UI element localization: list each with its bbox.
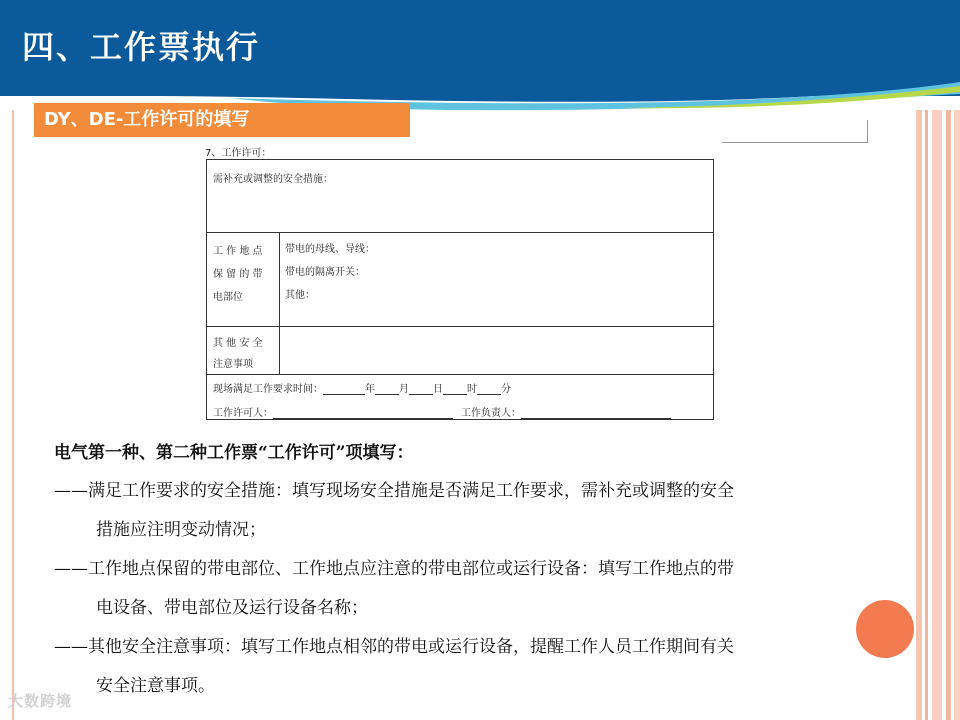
form-row2-right-2: 带电的隔离开关： (285, 267, 365, 278)
watermark: 大数跨境 (8, 692, 73, 710)
right-decor-stripes (916, 110, 960, 720)
form-unit-minute: 分 (501, 384, 511, 395)
item-1-line1: ——满足工作要求的安全措施：填写现场安全措施是否满足工作要求，需补充或调整的安全 (54, 481, 734, 501)
form-permit-label: 工作许可人： (213, 408, 273, 419)
item-3-line2: 安全注意事项。 (96, 676, 215, 696)
content-heading: 电气第一种、第二种工作票“工作许可”项填写： (54, 443, 414, 463)
form-table (206, 159, 714, 420)
form-leader-label: 工作负责人： (461, 408, 521, 419)
work-permit-form (200, 140, 720, 422)
form-row2-left-1: 工 作 地 点 (213, 246, 263, 257)
form-unit-day: 日 (433, 384, 443, 395)
item-2-line1: ——工作地点保留的带电部位、工作地点应注意的带电部位或运行设备：填写工作地点的带 (54, 559, 734, 579)
form-row2-right-3: 其他： (285, 290, 315, 301)
item-1-line2: 措施应注明变动情况； (96, 520, 266, 540)
form-row2-left-2: 保 留 的 带 (213, 269, 263, 280)
form-row-notes (207, 326, 713, 375)
decor-bracket (722, 120, 868, 143)
form-time-line (213, 380, 511, 395)
left-decor-line (12, 110, 14, 720)
section-tag: DY、DE-工作许可的填写 (34, 103, 410, 137)
item-3-line1: ——其他安全注意事项：填写工作地点相邻的带电或运行设备，提醒工作人员工作期间有关 (54, 637, 734, 657)
form-row3-left-1: 其 他 安 全 (213, 338, 263, 349)
form-row3-left-2: 注意事项 (213, 359, 253, 370)
form-unit-hour: 时 (467, 384, 477, 395)
form-unit-month: 月 (399, 384, 409, 395)
form-label: 7、工作许可： (205, 148, 272, 159)
form-row-measures-label: 需补充或调整的安全措施： (213, 174, 333, 185)
decor-circle (856, 600, 914, 658)
page-title: 四、工作票执行 (22, 28, 261, 66)
form-cell-left (207, 232, 280, 326)
form-sign-line (213, 404, 671, 419)
form-row-live-parts (207, 232, 713, 327)
form-cell-left (207, 326, 280, 374)
form-time-label: 现场满足工作要求时间： (213, 384, 323, 395)
form-row-measures (207, 160, 713, 233)
item-2-line2: 电设备、带电部位及运行设备名称； (96, 598, 368, 618)
form-row2-right-1: 带电的母线、导线： (285, 244, 375, 255)
form-unit-year: 年 (365, 384, 375, 395)
form-row2-left-3: 电部位 (213, 292, 243, 303)
